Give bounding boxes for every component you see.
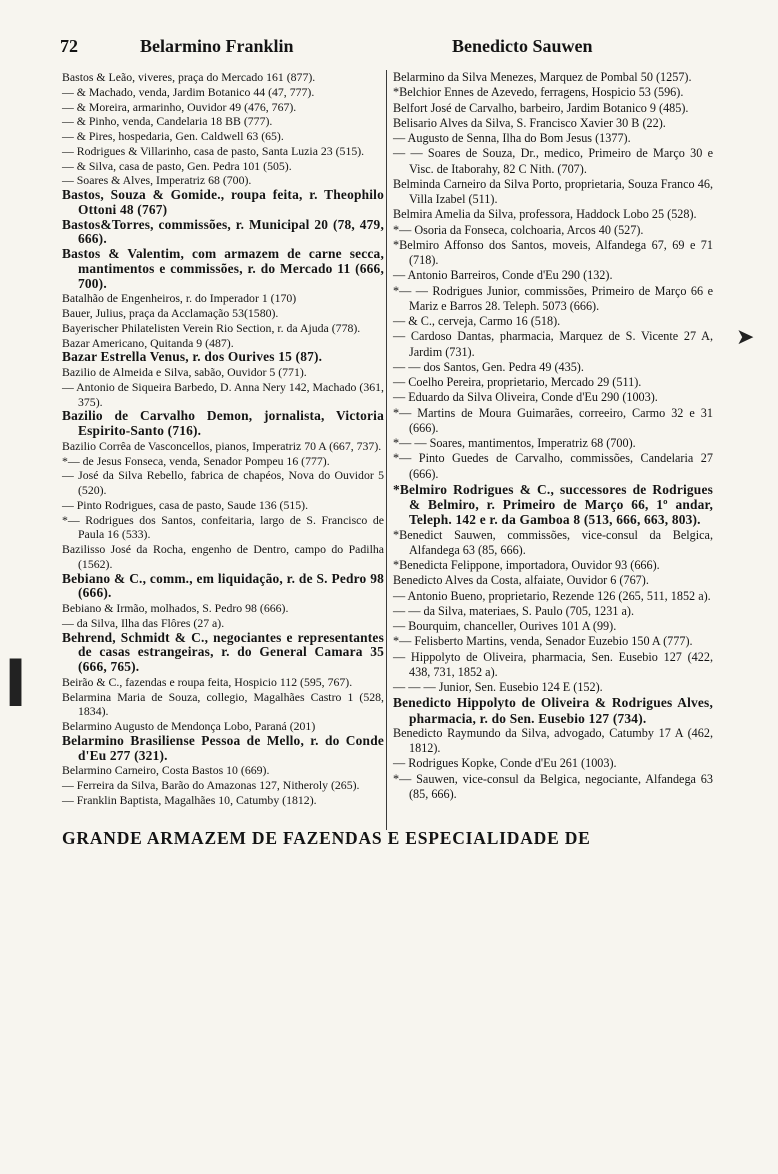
directory-entry: — & Silva, casa de pasto, Gen. Pedra 101 (505).: [62, 158, 292, 173]
directory-entry: — Antonio de Siqueira Barbedo, D. Anna Nery 142, Machado (361, 375).: [62, 379, 384, 409]
directory-entry: Bazar Americano, Quitanda 9 (487).: [62, 335, 234, 350]
directory-entry: — — — Junior, Sen. Eusebio 124 E (152).: [393, 680, 603, 694]
directory-entry: — Antonio Bueno, proprietario, Rezende 126 (265, 511, 1852 a).: [393, 588, 711, 603]
directory-entry: *— — Rodrigues Junior, commissões, Primeiro de Março 66 e Mariz e Barros 28. Teleph. 5073 (666).: [393, 283, 713, 313]
directory-entry: — Coelho Pereira, proprietario, Mercado 29 (511).: [393, 375, 642, 389]
directory-entry: — Eduardo da Silva Oliveira, Conde d'Eu 290 (1003).: [393, 390, 658, 405]
directory-entry: Bazilio de Carvalho Demon, jornalista, Victoria Espirito-Santo (716).: [62, 408, 384, 438]
directory-entry: *Belmiro Rodrigues & C., successores de Rodrigues & Belmiro, r. Primeiro de Março 66, 1º andar, Teleph. 142 e r. da Gamboa 8 (513, 666, 663, 803).: [393, 481, 713, 528]
directory-entry: Belarmino Carneiro, Costa Bastos 10 (669).: [62, 763, 270, 778]
right-running-head: Benedicto Sauwen: [452, 36, 593, 56]
directory-entry: — — dos Santos, Gen. Pedra 49 (435).: [393, 359, 584, 374]
directory-entry: — & C., cerveja, Carmo 16 (518).: [393, 314, 561, 328]
directory-entry: — Pinto Rodrigues, casa de pasto, Saude 136 (515).: [62, 497, 309, 512]
directory-entry: Belmira Amelia da Silva, professora, Haddock Lobo 25 (528).: [393, 207, 697, 222]
directory-entry: — & Moreira, armarinho, Ouvidor 49 (476, 767).: [62, 99, 297, 114]
directory-entry: Benedicto Raymundo da Silva, advogado, Catumby 17 A (462, 1812).: [393, 725, 713, 755]
right-column: [393, 70, 713, 802]
directory-entry: Belarmina Maria de Souza, collegio, Magalhães Castro 1 (528, 1834).: [62, 689, 384, 719]
directory-entry: *Benedict Sauwen, commissões, vice-consul da Belgica, Alfandega 63 (85, 666).: [393, 527, 713, 557]
directory-entry: Bauer, Julius, praça da Acclamação 53(1580).: [62, 306, 279, 320]
page-header: [60, 36, 710, 62]
directory-entry: — & Pires, hospedaria, Gen. Caldwell 63 (65).: [62, 129, 284, 143]
directory-entry: Belfort José de Carvalho, barbeiro, Jardim Botanico 9 (485).: [393, 100, 689, 115]
directory-entry: Bastos, Souza & Gomide., roupa feita, r. Theophilo Ottoni 48 (767): [62, 187, 384, 217]
directory-entry: Belarmino Augusto de Mendonça Lobo, Paraná (201): [62, 719, 316, 733]
directory-entry: *— Martins de Moura Guimarães, correeiro, Carmo 32 e 31 (666).: [393, 405, 713, 435]
directory-entry: — José da Silva Rebello, fabrica de chapéos, Nova do Ouvidor 5 (520).: [62, 468, 384, 497]
directory-entry: — Rodrigues Kopke, Conde d'Eu 261 (1003).: [393, 756, 617, 771]
directory-entry: Belarmino Brasiliense Pessoa de Mello, r. do Conde d'Eu 277 (321).: [62, 732, 384, 763]
page-number: 72: [60, 36, 78, 56]
directory-entry: Behrend, Schmidt & C., negociantes e representantes de casas estrangeiras, r. do General Camara 35 (666, 765).: [62, 629, 384, 674]
directory-entry: Bebiano & C., comm., em liquidação, r. de S. Pedro 98 (666).: [62, 570, 384, 601]
directory-entry: Bastos & Leão, viveres, praça do Mercado 161 (877).: [62, 70, 316, 84]
directory-entry: — Rodrigues & Villarinho, casa de pasto, Santa Luzia 23 (515).: [62, 143, 365, 158]
footer-advert: GRANDE ARMAZEM DE FAZENDAS E ESPECIALIDADE DE: [62, 828, 591, 848]
directory-entry: — Cardoso Dantas, pharmacia, Marquez de S. Vicente 27 A, Jardim (731).: [393, 329, 713, 359]
directory-entry: Benedicto Hippolyto de Oliveira & Rodrigues Alves, pharmacia, r. do Sen. Eusebio 127 (734).: [393, 695, 713, 726]
directory-entry: *Belchior Ennes de Azevedo, ferragens, Hospicio 53 (596).: [393, 85, 684, 100]
directory-entry: *Benedicta Felippone, importadora, Ouvidor 93 (666).: [393, 558, 660, 572]
directory-entry: *— Rodrigues dos Santos, confeitaria, largo de S. Francisco de Paula 16 (533).: [62, 512, 384, 542]
margin-mark: ▍: [10, 660, 41, 706]
directory-entry: Bayerischer Philatelisten Verein Rio Section, r. da Ajuda (778).: [62, 320, 361, 335]
directory-entry: *— Pinto Guedes de Carvalho, commissões, Candelaria 27 (666).: [393, 451, 713, 481]
directory-entry: Bazilio Corrêa de Vasconcellos, pianos, Imperatriz 70 A (667, 737).: [62, 438, 382, 453]
directory-entry: *— — Soares, mantimentos, Imperatriz 68 (700).: [393, 436, 636, 450]
directory-entry: — & Machado, venda, Jardim Botanico 44 (47, 777).: [62, 84, 315, 99]
directory-entry: *— de Jesus Fonseca, venda, Senador Pompeu 16 (777).: [62, 453, 330, 468]
directory-entry: — & Pinho, venda, Candelaria 18 BB (777).: [62, 114, 273, 129]
directory-entry: — Soares & Alves, Imperatriz 68 (700).: [62, 173, 252, 188]
directory-entry: Beirão & C., fazendas e roupa feita, Hospicio 112 (595, 767).: [62, 674, 353, 689]
directory-entry: — Antonio Barreiros, Conde d'Eu 290 (132).: [393, 268, 613, 283]
directory-entry: *Belmiro Affonso dos Santos, moveis, Alfandega 67, 69 e 71 (718).: [393, 237, 713, 267]
left-running-head: Belarmino Franklin: [140, 36, 294, 56]
directory-entry: Bazilio de Almeida e Silva, sabão, Ouvidor 5 (771).: [62, 365, 307, 379]
directory-entry: Belarmino da Silva Menezes, Marquez de Pombal 50 (1257).: [393, 70, 692, 84]
directory-entry: Bazar Estrella Venus, r. dos Ourives 15 (87).: [62, 349, 323, 365]
ink-mark: ➤: [736, 325, 755, 350]
directory-entry: *— Sauwen, vice-consul da Belgica, negociante, Alfandega 63 (85, 666).: [393, 771, 713, 801]
directory-entry: *— Osoria da Fonseca, colchoaria, Arcos 40 (527).: [393, 222, 644, 237]
directory-entry: Bastos & Valentim, com armazem de carne secca, mantimentos e commissões, r. do Mercado 11 (666, 700).: [62, 246, 384, 291]
directory-entry: — — da Silva, materiaes, S. Paulo (705, 1231 a).: [393, 603, 635, 618]
directory-entry: — Augusto de Senna, Ilha do Bom Jesus (1377).: [393, 131, 631, 145]
directory-entry: Batalhão de Engenheiros, r. do Imperador 1 (170): [62, 291, 297, 306]
column-divider: [386, 70, 387, 830]
directory-entry: *— Felisberto Martins, venda, Senador Euzebio 150 A (777).: [393, 634, 693, 649]
directory-entry: Benedicto Alves da Costa, alfaiate, Ouvidor 6 (767).: [393, 573, 649, 588]
directory-entry: — Hippolyto de Oliveira, pharmacia, Sen. Eusebio 127 (422, 438, 731, 1852 a).: [393, 649, 713, 679]
directory-entry: — — Soares de Souza, Dr., medico, Primeiro de Março 30 e Visc. de Itaborahy, 82 C Nith. (707).: [393, 146, 713, 176]
directory-entry: Bastos&Torres, commissões, r. Municipal 20 (78, 479, 666).: [62, 216, 384, 247]
left-column: [62, 70, 384, 808]
directory-entry: Belminda Carneiro da Silva Porto, proprietaria, Souza Franco 46, Villa Izabel (511).: [393, 176, 713, 206]
directory-entry: — Bourquim, chanceller, Ourives 101 A (99).: [393, 619, 617, 633]
directory-entry: Bebiano & Irmão, molhados, S. Pedro 98 (666).: [62, 601, 289, 615]
directory-entry: — da Silva, Ilha das Flôres (27 a).: [62, 615, 225, 630]
directory-entry: Belisario Alves da Silva, S. Francisco Xavier 30 B (22).: [393, 115, 666, 130]
directory-entry: — Ferreira da Silva, Barão do Amazonas 127, Nitheroly (265).: [62, 778, 360, 792]
directory-entry: — Franklin Baptista, Magalhães 10, Catumby (1812).: [62, 792, 317, 807]
directory-entry: Bazilisso José da Rocha, engenho de Dentro, campo do Padilha (1562).: [62, 542, 384, 571]
